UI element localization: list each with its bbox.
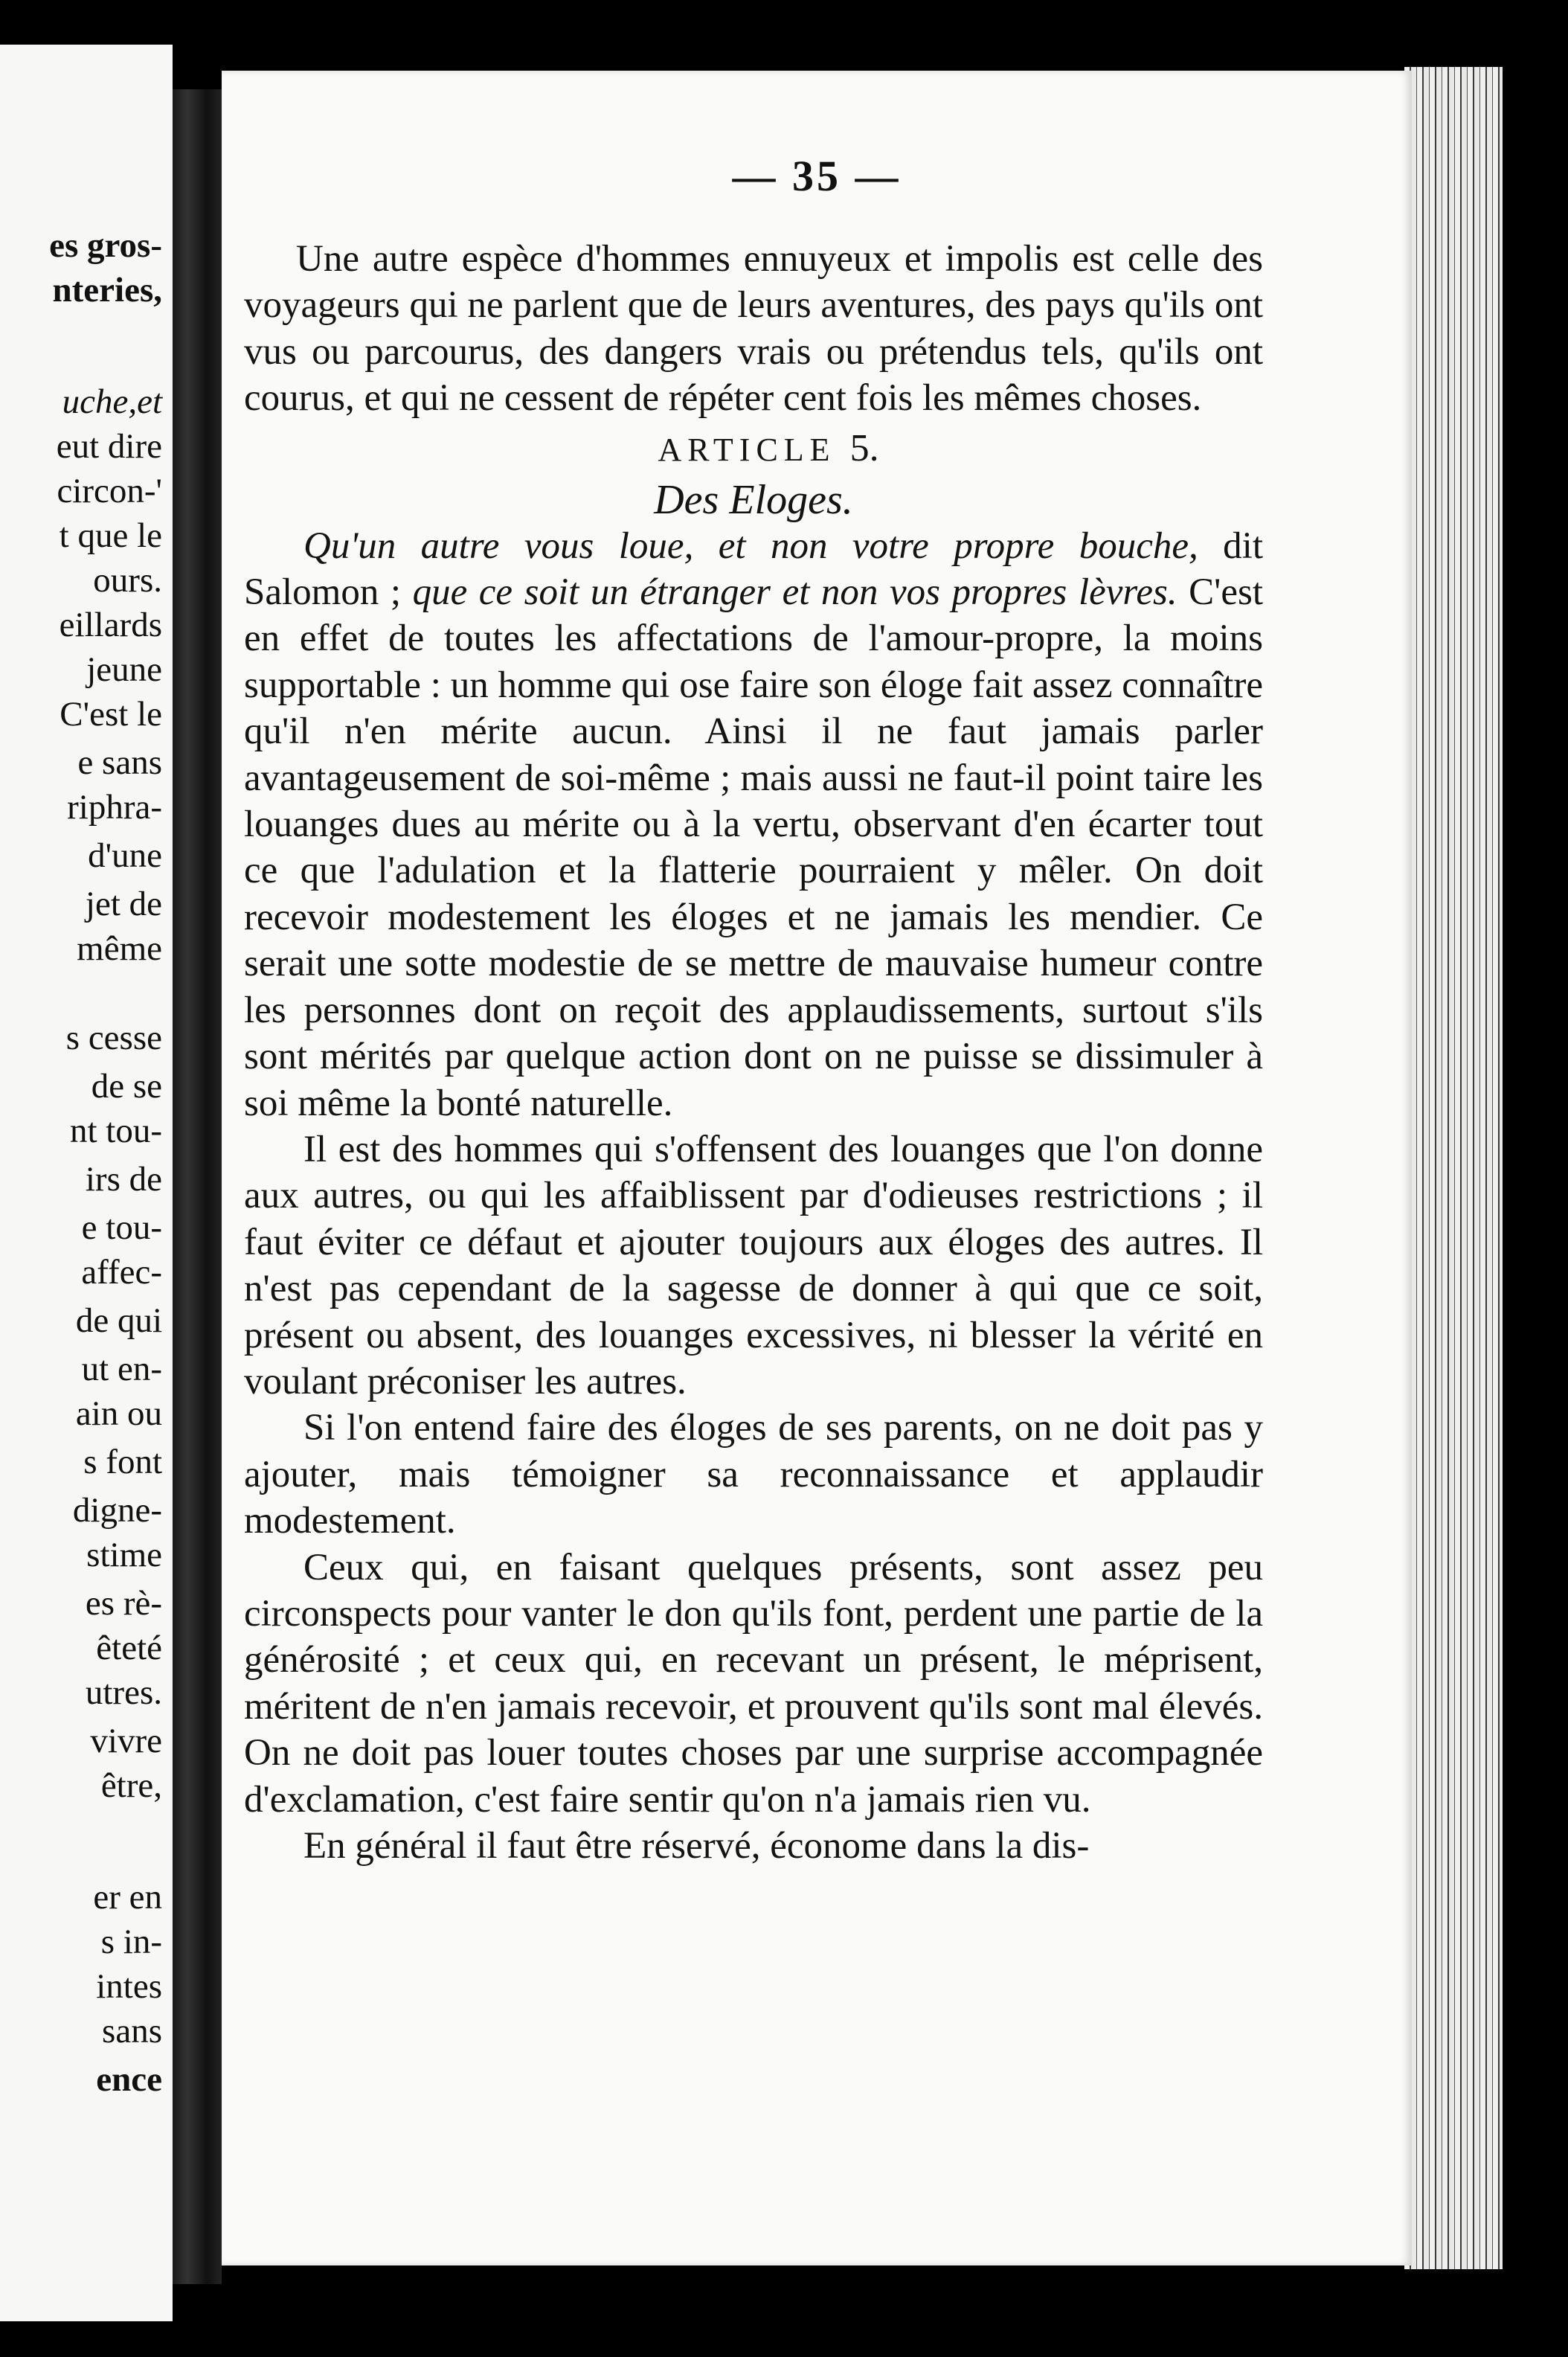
left-page-line: ain ou [75,1394,162,1433]
left-page-line: er en [93,1878,162,1917]
left-page-line: utres. [85,1673,162,1712]
quote-levres: que ce soit un étranger et non vos propres lèvres. [412,571,1177,614]
paragraph-offensent: Il est des hommes qui s'offensent des louanges que l'on donne aux autres, ou qui les affaiblissent par d'odieuses restrictions ; il faut éviter ce défaut et ajouter toujours aux éloges des autres. Il n'est pas cependant de la sagesse de donner à qui que ce soit, présent ou absent, des louanges excessives, ni blesser la vérité en voulant préconiser les autres. [244,1128,1263,1402]
left-page-fragment [0,45,173,2321]
paragraph-salomon-rest: C'est en effet de toutes les affectations de l'amour-propre, la moins supportable : un homme qui ose faire son éloge fait assez connaître qu'il n'en mérite aucun. Ainsi il ne faut jamais parler avantageusement de soi-même ; mais aussi ne faut-il point taire les louanges dues au mérite ou à la vertu, observant d'en écarter tout ce que l'adulation et la flatterie pourraient y mêler. On doit recevoir modestement les éloges et ne jamais les mendier. Ce serait une sotte modestie de se mettre de mauvaise humeur contre les personnes dont on reçoit des applaudissements, surtout s'ils sont mérités par quelque action dont on ne puisse se dissimuler à soi même la bonté naturelle. [244,571,1264,1124]
book-gutter [173,89,222,2284]
left-page-line: irs de [85,1160,162,1199]
left-page-line: affec- [81,1253,162,1292]
left-page-line: eut dire [56,427,162,466]
left-page-line: de se [91,1067,162,1106]
left-page-line: e sans [77,743,162,782]
page-edges [1404,67,1503,2269]
left-page-line: t que le [59,516,162,555]
left-page-line: ut en- [81,1350,162,1388]
left-page-line: intes [96,1967,162,2006]
paragraph-salomon [244,523,1263,1126]
left-page-line: jet de [85,885,162,923]
article-label: ARTICLE [658,431,836,468]
left-page-line: être, [100,1766,162,1805]
left-page-line: uche,et [62,382,162,421]
left-page-line: riphra- [67,788,162,827]
left-page-line: e tou- [81,1208,162,1247]
left-page-line: même [77,929,162,968]
quote-bouche: Qu'un autre vous loue, et non votre propre bouche, [303,525,1198,567]
left-page-line: s in- [100,1923,162,1961]
quote-attribution: dit Salomon ; [244,525,1264,614]
left-page-line: circon-' [57,472,162,510]
left-page-line: ours. [93,561,162,600]
left-page-line: de qui [75,1301,162,1340]
page-number: — 35 — [732,152,902,200]
article-heading [244,422,1263,477]
left-page-line: d'une [88,836,162,875]
left-page-line: ence [96,2060,162,2099]
paragraph-voyageurs: Une autre espèce d'hommes ennuyeux et impolis est celle des voyageurs qui ne parlent que de leurs aventures, des pays qu'ils ont vus ou parcourus, des dangers vrais ou prétendus tels, qu'ils ont courus, et qui ne cessent de répéter cent fois les mêmes choses. [244,238,1263,420]
left-page-line: nteries, [52,271,162,310]
left-page-line: vivre [90,1722,162,1760]
section-title: Des Eloges. [654,476,853,523]
left-page-line: stime [86,1536,162,1574]
left-page-line: s font [83,1443,162,1481]
article-number: 5. [849,426,879,469]
left-page-line: es rè- [85,1584,162,1623]
left-page-line: eillards [59,606,162,644]
paragraph-general: En général il faut être réservé, économe dans la dis- [303,1825,1090,1867]
right-page [222,71,1412,2265]
left-page-line: êteté [96,1629,162,1667]
left-page-line: sans [102,2012,162,2050]
paragraph-parents: Si l'on entend faire des éloges de ses parents, on ne doit pas y ajouter, mais témoigner sa reconnaissance et applaudir modestement. [244,1407,1263,1542]
left-page-line: s cesse [65,1019,162,1057]
left-page-line: digne- [72,1491,162,1530]
left-page-line: nt tou- [69,1112,162,1150]
paragraph-presents: Ceux qui, en faisant quelques présents, sont assez peu circonspects pour vanter le don qu'ils font, perdent une partie de la générosité ; et ceux qui, en recevant un présent, le méprisent, méritent de n'en jamais recevoir, et prouvent qu'ils sont mal élevés. On ne doit pas louer toutes choses par une surprise accompagnée d'exclamation, c'est faire sentir qu'on n'a jamais rien vu. [244,1546,1263,1821]
left-page-line: C'est le [60,695,162,734]
left-page-line: es gros- [49,226,162,265]
body-text [244,236,1263,1869]
left-page-line: jeune [86,650,162,689]
